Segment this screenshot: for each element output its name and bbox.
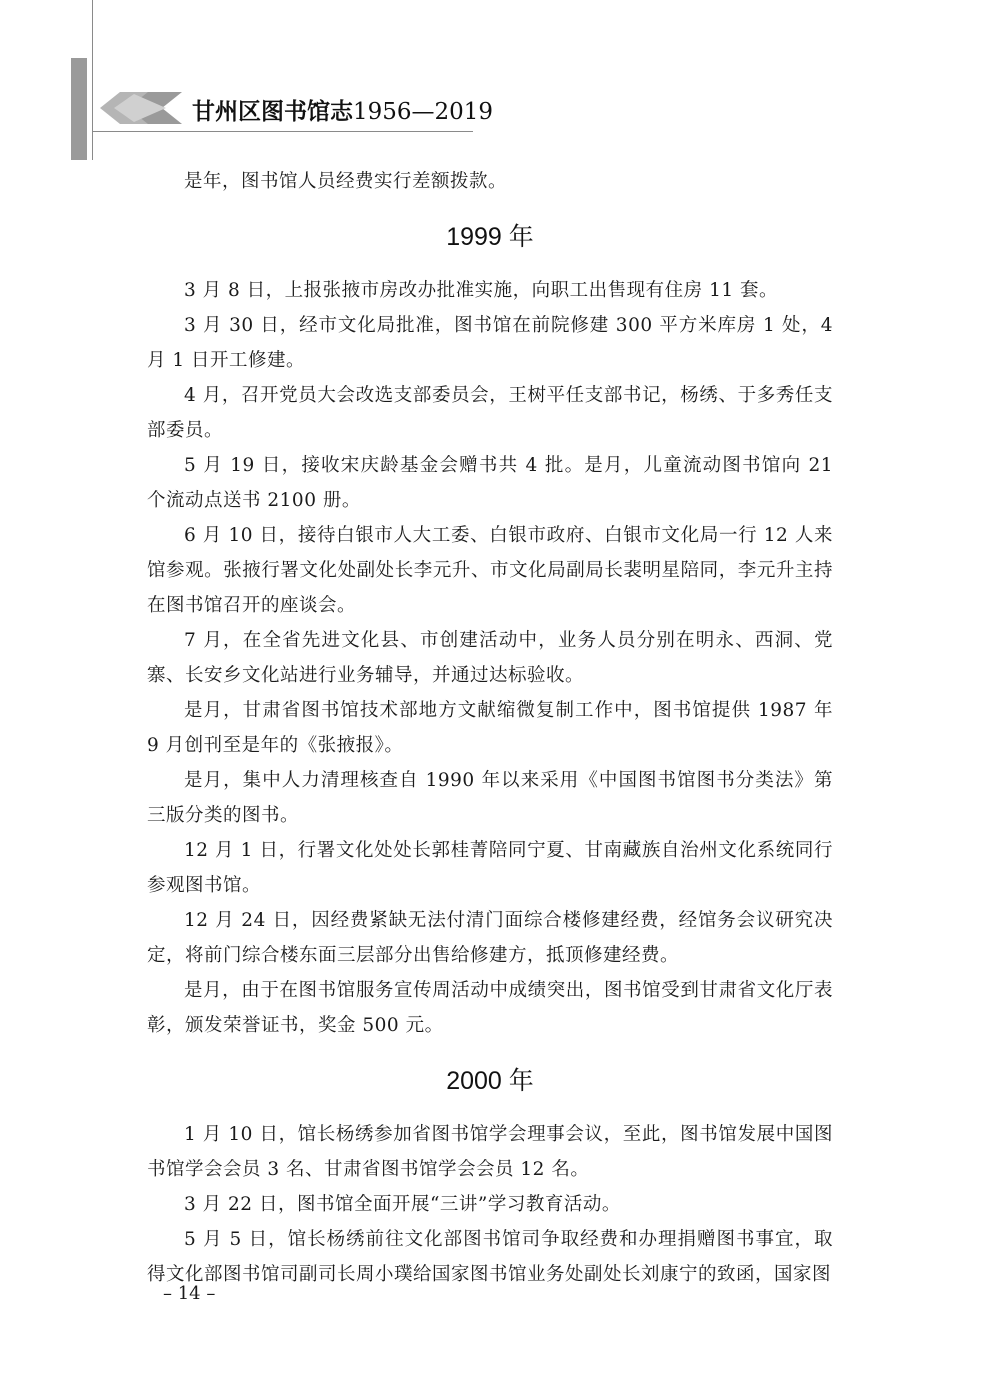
paragraph: 3 月 8 日，上报张掖市房改办批准实施，向职工出售现有住房 11 套。 bbox=[184, 280, 778, 301]
page-body bbox=[147, 164, 833, 1292]
paragraph: 12 月 1 日，行署文化处处长郭桂菁陪同宁夏、甘南藏族自治州文化系统同行参观图书馆。 bbox=[147, 840, 833, 896]
paragraph: 5 月 5 日，馆长杨绣前往文化部图书馆司争取经费和办理捐赠图书事宜，取得文化部图书馆司副司长周小璞给国家图书馆业务处副处长刘康宁的致函，国家图 bbox=[147, 1229, 833, 1285]
header-diamond-ornament bbox=[100, 90, 190, 126]
page-number: – 14 – bbox=[163, 1283, 216, 1304]
header-gray-bar bbox=[71, 58, 87, 160]
paragraph: 4 月，召开党员大会改选支部委员会，王树平任支部书记，杨绣、于多秀任支部委员。 bbox=[147, 385, 833, 441]
header-vertical-rule bbox=[92, 0, 93, 160]
year-heading-2000: 2000 年 bbox=[446, 1067, 534, 1095]
paragraph: 是月，集中人力清理核查自 1990 年以来采用《中国图书馆图书分类法》第三版分类的图书。 bbox=[147, 770, 833, 826]
paragraph: 是月，甘肃省图书馆技术部地方文献缩微复制工作中，图书馆提供 1987 年 9 月创刊至是年的《张掖报》。 bbox=[147, 700, 833, 756]
paragraph: 12 月 24 日，因经费紧缺无法付清门面综合楼修建经费，经馆务会议研究决定，将前门综合楼东面三层部分出售给修建方，抵顶修建经费。 bbox=[147, 910, 833, 966]
book-title-text: 甘州区图书馆志 bbox=[192, 98, 353, 125]
paragraph: 7 月，在全省先进文化县、市创建活动中，业务人员分别在明永、西洞、党寨、长安乡文化站进行业务辅导，并通过达标验收。 bbox=[147, 630, 833, 686]
paragraph: 是月，由于在图书馆服务宣传周活动中成绩突出，图书馆受到甘肃省文化厅表彰，颁发荣誉证书，奖金 500 元。 bbox=[147, 980, 833, 1036]
book-title-years: 1956—2019 bbox=[353, 99, 494, 125]
header-horizontal-rule bbox=[92, 131, 473, 132]
paragraph: 3 月 22 日，图书馆全面开展“三讲”学习教育活动。 bbox=[184, 1194, 621, 1215]
paragraph: 6 月 10 日，接待白银市人大工委、白银市政府、白银市文化局一行 12 人来馆参观。张掖行署文化处副处长李元升、市文化局副局长裴明星陪同，李元升主持在图书馆召开的座谈会。 bbox=[147, 525, 833, 616]
paragraph: 5 月 19 日，接收宋庆龄基金会赠书共 4 批。是月，儿童流动图书馆向 21 个流动点送书 2100 册。 bbox=[147, 455, 833, 511]
intro-paragraph: 是年，图书馆人员经费实行差额拨款。 bbox=[184, 171, 508, 192]
paragraph: 1 月 10 日，馆长杨绣参加省图书馆学会理事会议，至此，图书馆发展中国图书馆学会会员 3 名、甘肃省图书馆学会会员 12 名。 bbox=[147, 1124, 833, 1180]
running-header-title bbox=[192, 93, 493, 126]
year-heading-1999: 1999 年 bbox=[446, 223, 534, 251]
paragraph: 3 月 30 日，经市文化局批准，图书馆在前院修建 300 平方米库房 1 处，4 月 1 日开工修建。 bbox=[147, 315, 833, 371]
